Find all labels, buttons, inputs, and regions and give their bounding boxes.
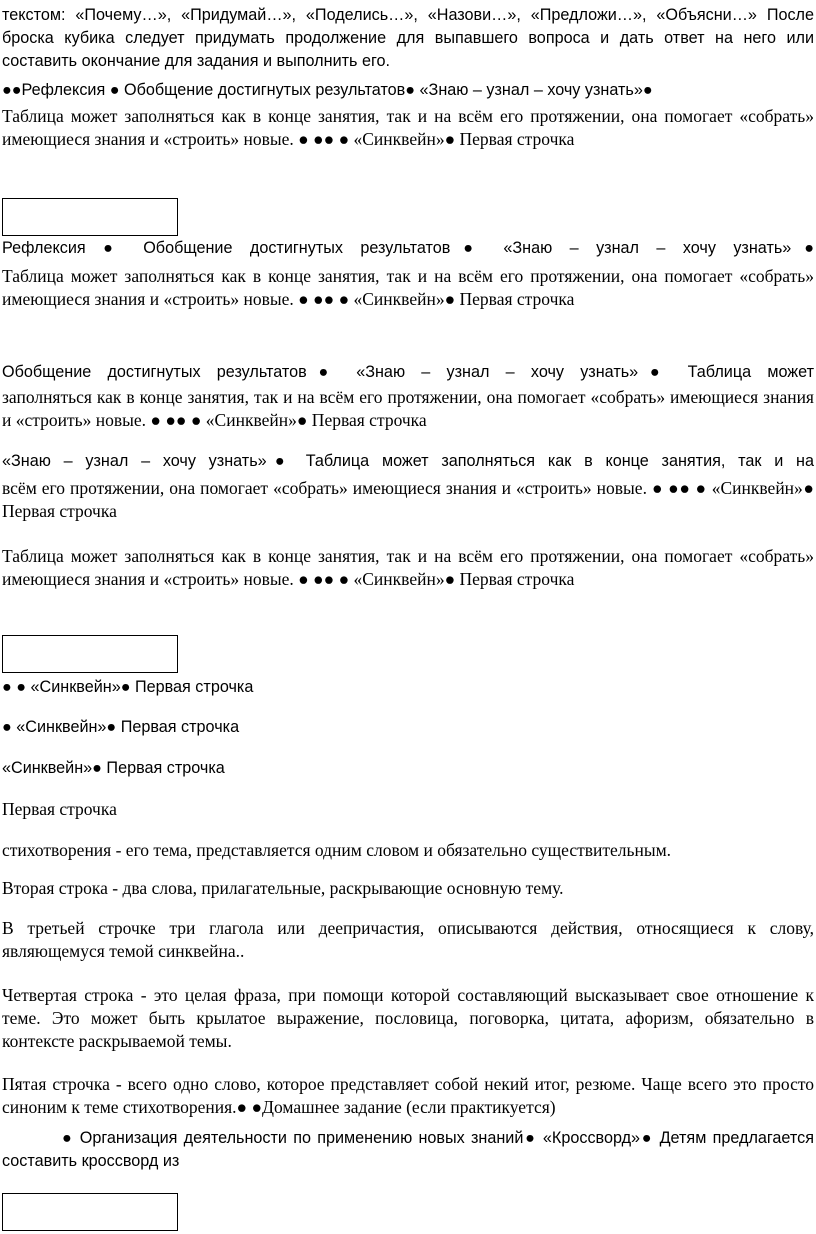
paragraph-reflection-heading-1: ●●Рефлексия ● Обобщение достигнутых результатов● «Знаю – узнал – хочу узнать»● — [2, 81, 653, 99]
empty-frame-2 — [2, 635, 178, 673]
paragraph-second-line: Вторая строка - два слова, прилагательные, раскрывающие основную тему. — [2, 878, 564, 898]
paragraph-reflection-heading-2: Рефлексия ● Обобщение достигнутых результатов● «Знаю – узнал – хочу узнать»● — [2, 239, 814, 257]
paragraph-table-description-4: всём его протяжении, она помогает «собрать» имеющиеся знания и «строить» новые. ● ●● ● «Синквейн»● Первая строчка — [2, 478, 814, 521]
paragraph-cinquain-1: ● ● «Синквейн»● Первая строчка — [2, 678, 254, 696]
paragraph-third-line: В третьей строчке три глагола или деепричастия, описываются действия, относящиеся к слову, являющемуся темой синквейна.. — [2, 918, 814, 961]
paragraph-crossword-task: ● Организация деятельности по применению новых знаний● «Кроссворд»● Детям предлагается составить кроссворд из — [2, 1129, 814, 1170]
paragraph-table-description-3: заполняться как в конце занятия, так и на всём его протяжении, она помогает «собрать» имеющиеся знания и «строить» новые. ● ●● ● «Синквейн»● Первая строчка — [2, 387, 814, 430]
paragraph-fifth-line: Пятая строчка - всего одно слово, которое представляет собой некий итог, резюме. Чаще всего это просто синоним к теме стихотворения.● ●Домашнее задание (если практикуется) — [2, 1074, 814, 1117]
paragraph-table-description-1: Таблица может заполняться как в конце занятия, так и на всём его протяжении, она помогает «собрать» имеющиеся знания и «строить» новые. ● ●● ● «Синквейн»● Первая строчка — [2, 106, 814, 149]
empty-frame-3 — [2, 1193, 178, 1231]
paragraph-summary-heading: Обобщение достигнутых результатов● «Знаю – узнал – хочу узнать»● Таблица может — [2, 363, 814, 381]
paragraph-table-description-2: Таблица может заполняться как в конце занятия, так и на всём его протяжении, она помогает «собрать» имеющиеся знания и «строить» новые. ● ●● ● «Синквейн»● Первая строчка — [2, 266, 814, 309]
paragraph-first-line: Первая строчка — [2, 799, 117, 819]
paragraph-cinquain-2: ● «Синквейн»● Первая строчка — [2, 718, 240, 736]
paragraph-cinquain-3: «Синквейн»● Первая строчка — [2, 759, 225, 777]
paragraph-question-starters: текстом: «Почему…», «Придумай…», «Поделись…», «Назови…», «Предложи…», «Объясни…» После броска кубика следует придумать продолжение для выпавшего вопроса и дать ответ на него или составить окончание для задания и выполнить его. — [2, 6, 814, 70]
paragraph-table-description-5: Таблица может заполняться как в конце занятия, так и на всём его протяжении, она помогает «собрать» имеющиеся знания и «строить» новые. ● ●● ● «Синквейн»● Первая строчка — [2, 546, 814, 589]
empty-frame-1 — [2, 198, 178, 236]
paragraph-theme-line: стихотворения - его тема, представляется одним словом и обязательно существительным. — [2, 840, 672, 860]
paragraph-know-learn-heading: «Знаю – узнал – хочу узнать»● Таблица может заполняться как в конце занятия, так и на — [2, 452, 814, 470]
paragraph-fourth-line: Четвертая строка - это целая фраза, при помощи которой составляющий высказывает свое отношение к теме. Это может быть крылатое выражение, пословица, поговорка, цитата, афоризм, обязательно в контексте раскрываемой темы. — [2, 985, 814, 1051]
